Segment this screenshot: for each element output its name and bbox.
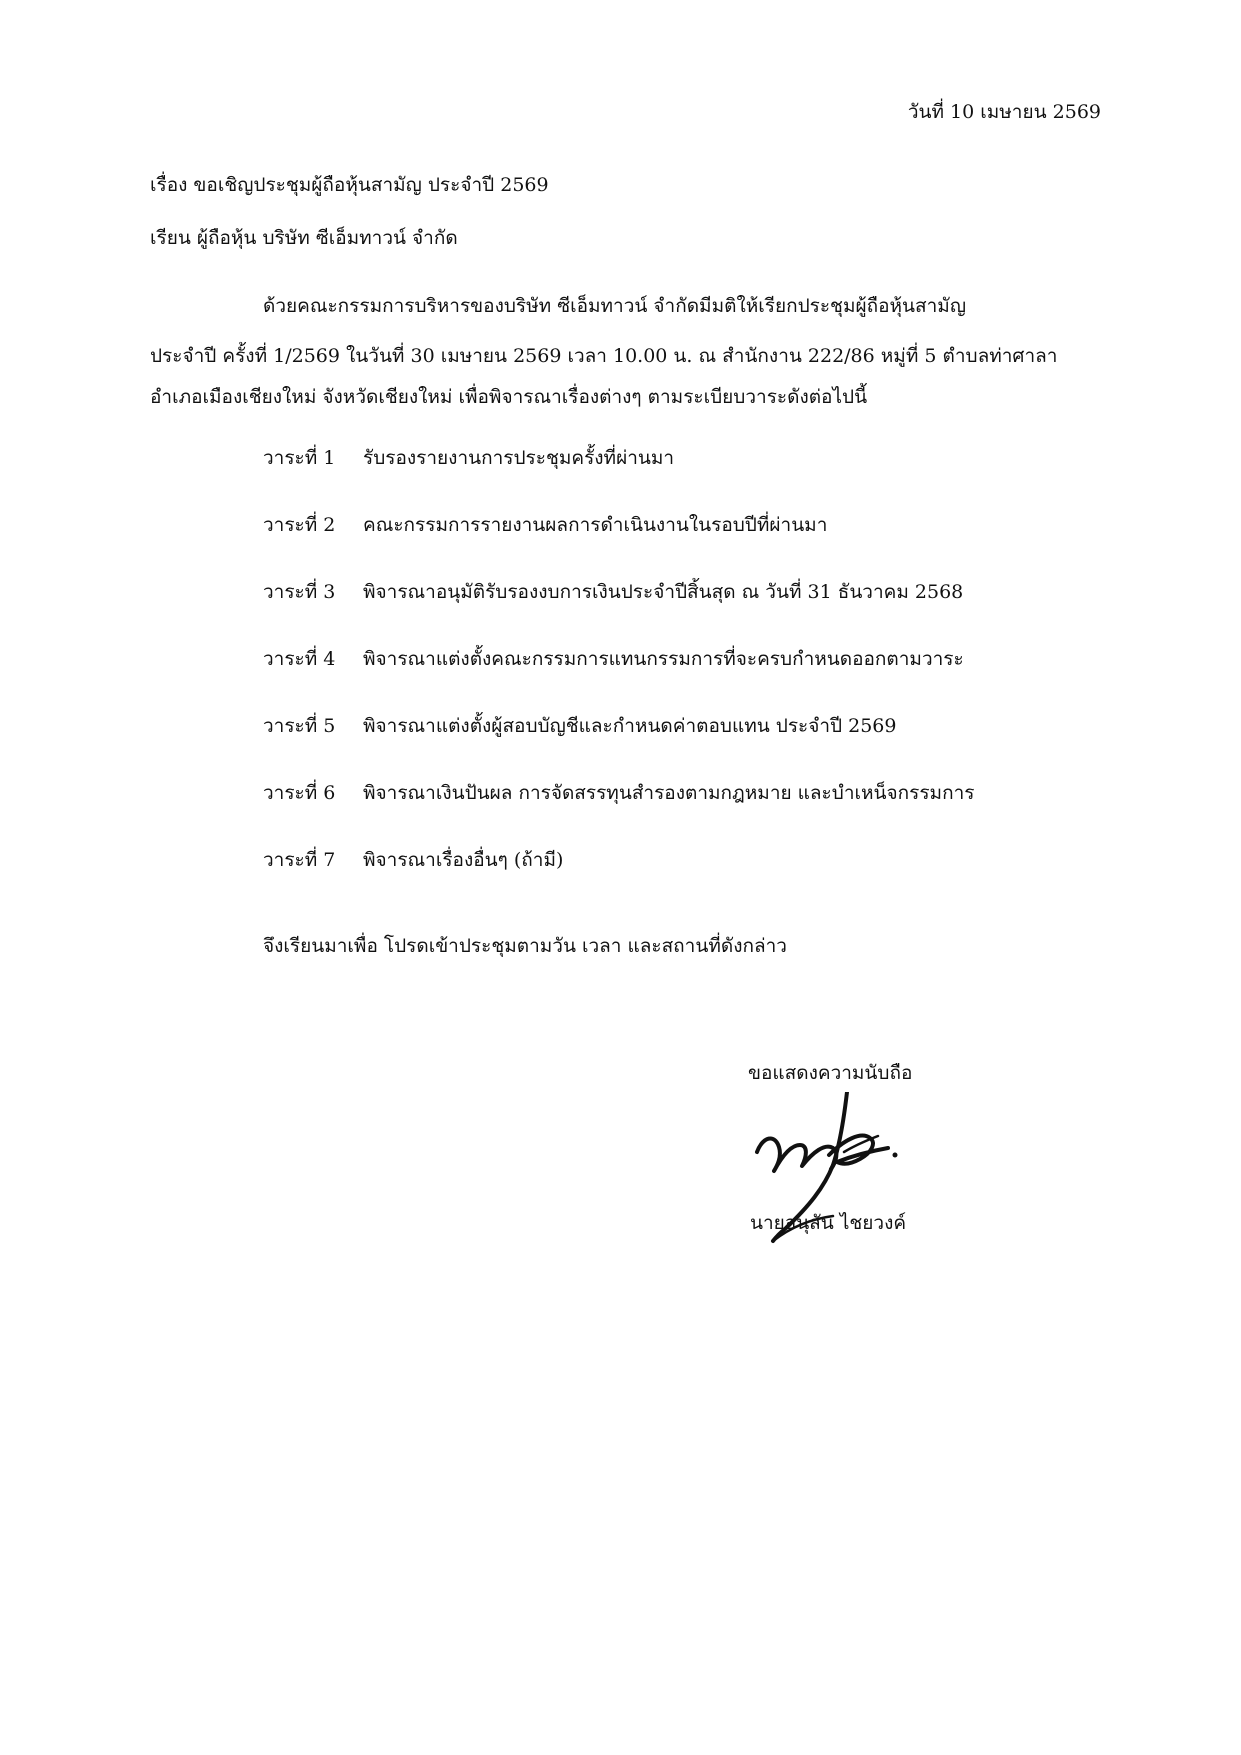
agenda-label: วาระที่ 5: [263, 715, 336, 737]
agenda-label: วาระที่ 3: [263, 581, 336, 603]
agenda-item-1: [263, 446, 1143, 513]
agenda-label: วาระที่ 2: [263, 514, 336, 536]
agenda-label: วาระที่ 7: [263, 849, 336, 871]
agenda-label: วาระที่ 4: [263, 648, 336, 670]
agenda-item-3: [263, 580, 1143, 647]
agenda-text: พิจารณาเงินปันผล การจัดสรรทุนสำรองตามกฎหมาย และบำเหน็จกรรมการ: [363, 782, 975, 804]
agenda-item-7: [263, 848, 1143, 915]
closing-line: จึงเรียนมาเพื่อ โปรดเข้าประชุมตามวัน เวลา และสถานที่ดังกล่าว: [263, 935, 787, 957]
letter-date: วันที่ 10 เมษายน 2569: [907, 101, 1101, 123]
agenda-text: พิจารณาแต่งตั้งคณะกรรมการแทนกรรมการที่จะครบกำหนดออกตามวาระ: [363, 648, 964, 670]
agenda-list: [263, 446, 1143, 915]
signer-name: นายอนุสัน ไชยวงค์: [750, 1212, 907, 1234]
agenda-text: คณะกรรมการรายงานผลการดำเนินงานในรอบปีที่ผ่านมา: [363, 514, 828, 536]
agenda-item-2: [263, 513, 1143, 580]
agenda-text: พิจารณาอนุมัติรับรองงบการเงินประจำปีสิ้นสุด ณ วันที่ 31 ธันวาคม 2568: [363, 581, 964, 603]
signature-mark: [745, 1092, 913, 1262]
agenda-text: พิจารณาแต่งตั้งผู้สอบบัญชีและกำหนดค่าตอบแทน ประจำปี 2569: [363, 715, 897, 737]
regards-line: ขอแสดงความนับถือ: [748, 1062, 913, 1084]
agenda-item-5: [263, 714, 1143, 781]
agenda-item-6: [263, 781, 1143, 848]
body-line-2: ประจำปี ครั้งที่ 1/2569 ในวันที่ 30 เมษายน 2569 เวลา 10.00 น. ณ สำนักงาน 222/86 หมู่ที่ 5 ตำบลท่าศาลา: [150, 345, 1058, 367]
agenda-label: วาระที่ 1: [263, 447, 336, 469]
body-line-3: อำเภอเมืองเชียงใหม่ จังหวัดเชียงใหม่ เพื่อพิจารณาเรื่องต่างๆ ตามระเบียบวาระดังต่อไปนี้: [150, 386, 868, 408]
letter-subject: เรื่อง ขอเชิญประชุมผู้ถือหุ้นสามัญ ประจำปี 2569: [150, 174, 549, 196]
body-line-1: ด้วยคณะกรรมการบริหารของบริษัท ซีเอ็มทาวน์ จำกัดมีมติให้เรียกประชุมผู้ถือหุ้นสามัญ: [263, 295, 967, 317]
agenda-text: รับรองรายงานการประชุมครั้งที่ผ่านมา: [363, 447, 675, 469]
agenda-text: พิจารณาเรื่องอื่นๆ (ถ้ามี): [363, 849, 564, 871]
letter-recipient: เรียน ผู้ถือหุ้น บริษัท ซีเอ็มทาวน์ จำกัด: [150, 227, 458, 249]
agenda-label: วาระที่ 6: [263, 782, 336, 804]
agenda-item-4: [263, 647, 1143, 714]
